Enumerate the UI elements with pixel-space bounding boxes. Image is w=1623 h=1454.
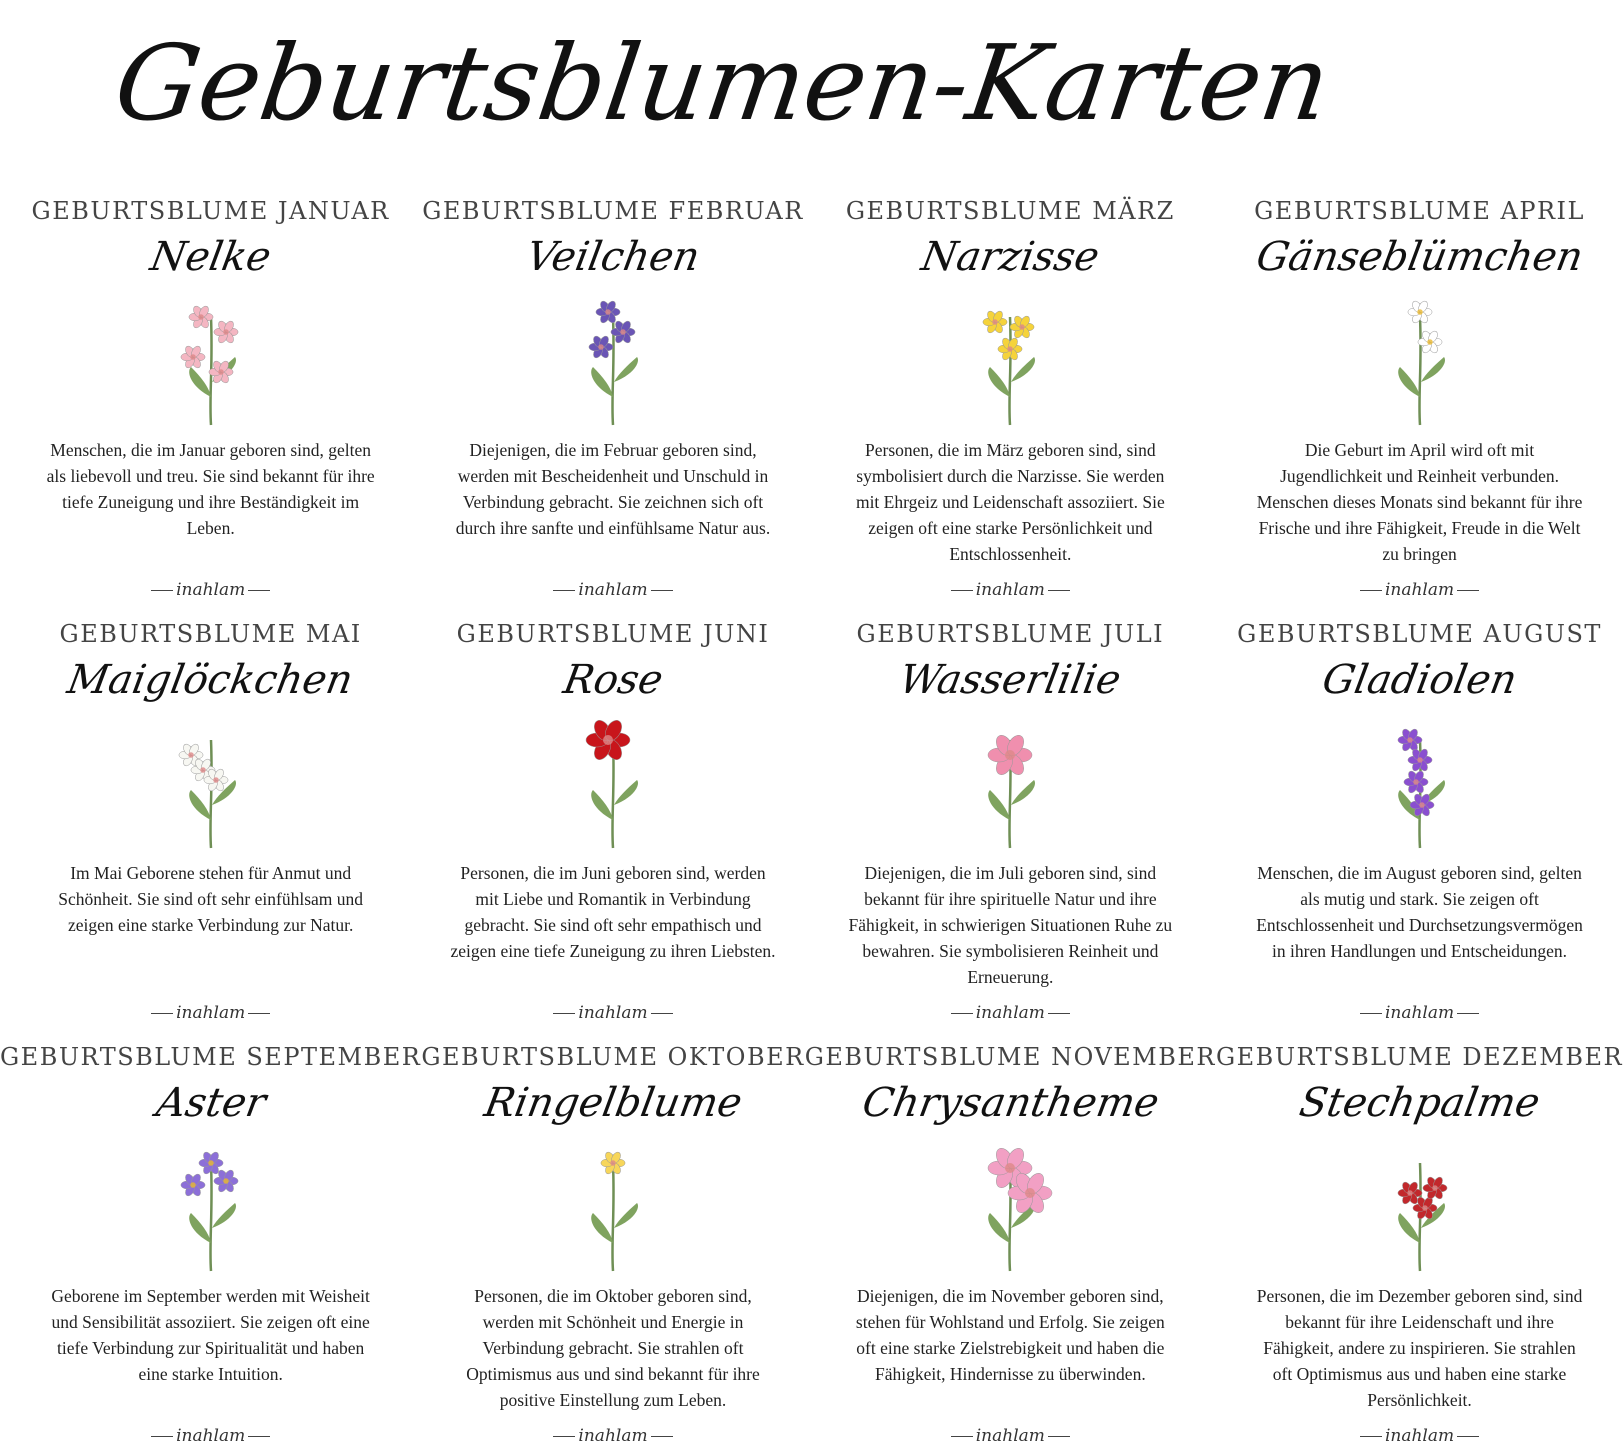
holly-icon [1340, 1133, 1500, 1273]
card-flower-name: Wasserlilie [896, 657, 1125, 703]
signature-logo: inahlam [421, 1426, 804, 1446]
signature-logo: inahlam [0, 1003, 421, 1023]
card-description: Geborene im September werden mit Weisheit und Sensibilität assoziiert. Sie zeigen oft eine tiefe Verbindung zur Spiritualität und haben eine starke Intuition. [51, 1286, 370, 1384]
signature-logo: inahlam [1216, 580, 1623, 600]
card-flower-name: Rose [559, 657, 667, 703]
gladiolus-icon [1340, 710, 1500, 850]
page-title: Geburtsblumen-Karten [107, 22, 1338, 144]
card-grid [0, 185, 1623, 1446]
flower-card [0, 1031, 421, 1454]
card-month: GEBURTSBLUME SEPTEMBER [0, 1043, 422, 1071]
flower-card [0, 608, 421, 1031]
card-flower-name: Narzisse [918, 234, 1103, 280]
card-description: Personen, die im März geboren sind, sind symbolisiert durch die Narzisse. Sie werden mit Ehrgeiz und Leidenschaft assoziiert. Sie zeigen oft eine starke Persönlichkeit und Entschlossenheit. [855, 440, 1165, 564]
flower-card [421, 608, 804, 1031]
signature-logo: inahlam [0, 580, 421, 600]
card-month: GEBURTSBLUME APRIL [1254, 197, 1585, 225]
signature-logo: inahlam [805, 1003, 1216, 1023]
signature-logo: inahlam [1216, 1003, 1623, 1023]
card-flower-name: Aster [152, 1080, 269, 1126]
chrysanthemum-icon [930, 1133, 1090, 1273]
daisy-icon [1340, 287, 1500, 427]
lily-of-the-valley-icon [131, 710, 291, 850]
card-month: GEBURTSBLUME MÄRZ [845, 197, 1175, 225]
card-flower-name: Gänseblümchen [1252, 234, 1587, 280]
card-month: GEBURTSBLUME JULI [856, 620, 1165, 648]
card-month: GEBURTSBLUME MAI [59, 620, 362, 648]
card-description: Die Geburt im April wird oft mit Jugendlichkeit und Reinheit verbunden. Menschen dieses Monats sind bekannt für ihre Frische und ihre Fähigkeit, Freude in die Welt zu bringen [1256, 440, 1583, 564]
card-month: GEBURTSBLUME FEBRUAR [422, 197, 804, 225]
card-description: Diejenigen, die im Juli geboren sind, sind bekannt für ihre spirituelle Natur und ihre Fähigkeit, in schwierigen Situationen Ruhe zu bewahren. Sie symbolisieren Reinheit und Erneuerung. [848, 863, 1173, 987]
card-flower-name: Gladiolen [1318, 657, 1521, 703]
daffodil-icon [930, 287, 1090, 427]
card-flower-name: Maiglöckchen [64, 657, 357, 703]
flower-card [805, 185, 1216, 608]
card-month: GEBURTSBLUME DEZEMBER [1215, 1043, 1623, 1071]
card-flower-name: Ringelblume [480, 1080, 746, 1126]
signature-logo: inahlam [421, 1003, 804, 1023]
card-description: Personen, die im Juni geboren sind, werden mit Liebe und Romantik in Verbindung gebracht. Sie sind oft sehr empathisch und zeigen eine tiefe Zuneigung zu ihren Liebsten. [450, 863, 776, 961]
card-flower-name: Nelke [146, 234, 275, 280]
card-flower-name: Chrysantheme [858, 1080, 1163, 1126]
card-description: Menschen, die im Januar geboren sind, gelten als liebevoll und treu. Sie sind bekannt für ihre tiefe Zuneigung und ihre Beständigkeit im Leben. [46, 440, 375, 538]
marigold-icon [533, 1133, 693, 1273]
flower-card [1216, 185, 1623, 608]
card-month: GEBURTSBLUME AUGUST [1237, 620, 1602, 648]
flower-card [421, 185, 804, 608]
card-description: Personen, die im Oktober geboren sind, werden mit Schönheit und Energie in Verbindung gebracht. Sie strahlen oft Optimismus aus und sind bekannt für ihre positive Einstellung zum Leben. [466, 1286, 760, 1410]
card-flower-name: Stechpalme [1295, 1080, 1544, 1126]
flower-card [1216, 608, 1623, 1031]
card-month: GEBURTSBLUME NOVEMBER [804, 1043, 1216, 1071]
signature-logo: inahlam [1216, 1426, 1623, 1446]
card-flower-name: Veilchen [522, 234, 704, 280]
flower-card [805, 608, 1216, 1031]
signature-logo: inahlam [805, 1426, 1216, 1446]
flower-card [805, 1031, 1216, 1454]
violet-icon [533, 287, 693, 427]
rose-icon [533, 710, 693, 850]
card-month: GEBURTSBLUME JANUAR [31, 197, 390, 225]
signature-logo: inahlam [0, 1426, 421, 1446]
card-month: GEBURTSBLUME OKTOBER [421, 1043, 805, 1071]
signature-logo: inahlam [805, 580, 1216, 600]
card-description: Diejenigen, die im November geboren sind, stehen für Wohlstand und Erfolg. Sie zeigen oft eine starke Zielstrebigkeit und haben die Fähigkeit, Hindernisse zu überwinden. [855, 1286, 1165, 1384]
flower-card [1216, 1031, 1623, 1454]
flower-card [0, 185, 421, 608]
card-description: Diejenigen, die im Februar geboren sind, werden mit Bescheidenheit und Unschuld in Verbindung gebracht. Sie zeichnen sich oft durch ihre sanfte und einfühlsame Natur aus. [455, 440, 771, 538]
water-lily-icon [930, 710, 1090, 850]
card-description: Im Mai Geborene stehen für Anmut und Schönheit. Sie sind oft sehr einfühlsam und zeigen eine starke Verbindung zur Natur. [58, 863, 364, 935]
signature-logo: inahlam [421, 580, 804, 600]
card-description: Menschen, die im August geboren sind, gelten als mutig und stark. Sie zeigen oft Entschlossenheit und Durchsetzungsvermögen in ihren Handlungen und Entscheidungen. [1256, 863, 1583, 961]
carnation-icon [131, 287, 291, 427]
aster-icon [131, 1133, 291, 1273]
card-month: GEBURTSBLUME JUNI [456, 620, 770, 648]
flower-card [421, 1031, 804, 1454]
card-description: Personen, die im Dezember geboren sind, sind bekannt für ihre Leidenschaft und ihre Fähigkeit, andere zu inspirieren. Sie strahlen oft Optimismus aus und haben eine starke Persönlichkeit. [1256, 1286, 1583, 1410]
